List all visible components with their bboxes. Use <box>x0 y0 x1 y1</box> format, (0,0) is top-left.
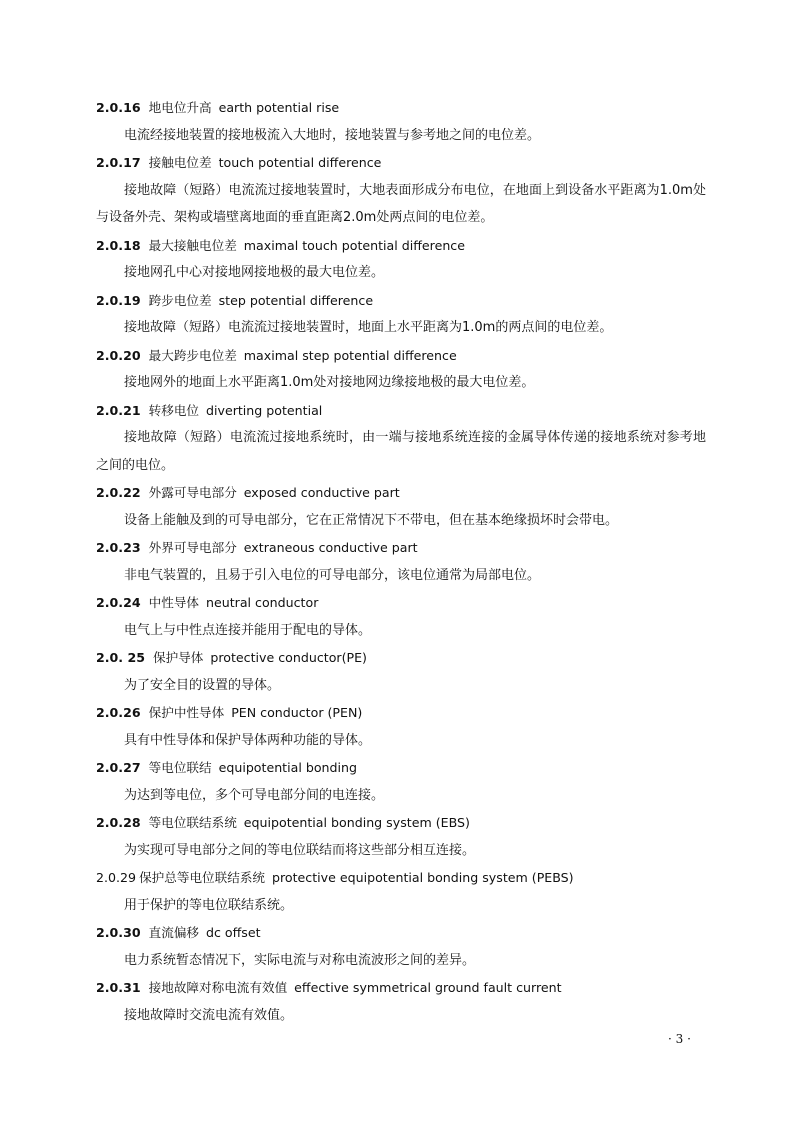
term-english: earth potential rise <box>218 100 340 115</box>
term-definition: 具有中性导体和保护导体两种功能的导体。 <box>124 732 372 748</box>
term-english: maximal touch potential difference <box>243 237 465 253</box>
term-chinese: 最大跨步电位差 <box>148 347 237 363</box>
term-entry <box>96 864 706 919</box>
term-number: 2.0.26 <box>96 705 141 720</box>
term-number: 2.0.31 <box>96 980 141 995</box>
term-definition: 用于保护的等电位联结系统。 <box>124 897 294 913</box>
term-entry <box>96 919 706 974</box>
term-english: PEN conductor (PEN) <box>231 705 363 720</box>
term-english: equipotential bonding system (EBS) <box>243 815 470 830</box>
term-entry <box>96 974 706 1029</box>
term-heading <box>96 644 706 672</box>
term-heading <box>96 589 706 617</box>
term-heading <box>96 479 706 507</box>
term-definition: 接地故障（短路）电流流过接地系统时，由一端与接地系统连接的金属导体传递的接地系统对参考地之间的电位。 <box>96 430 706 473</box>
term-definition: 接地故障时交流电流有效值。 <box>124 1007 294 1023</box>
term-chinese: 保护中性导体 <box>148 705 225 720</box>
term-english: dc offset <box>206 925 261 940</box>
term-heading <box>96 864 706 892</box>
term-heading <box>96 809 706 837</box>
term-chinese: 接触电位差 <box>148 155 212 170</box>
term-chinese: 等电位联结系统 <box>148 815 237 830</box>
term-chinese: 外界可导电部分 <box>148 540 237 555</box>
term-english: equipotential bonding <box>218 760 357 775</box>
term-english: exposed conductive part <box>243 485 400 500</box>
term-heading <box>96 919 706 947</box>
term-entry <box>96 699 706 754</box>
term-chinese: 转移电位 <box>148 402 199 418</box>
term-number: 2.0.23 <box>96 540 141 555</box>
term-english: effective symmetrical ground fault current <box>294 980 562 995</box>
term-number: 2.0.27 <box>96 760 141 775</box>
term-number: 2.0.21 <box>96 402 141 418</box>
term-english: neutral conductor <box>206 595 319 610</box>
term-chinese: 中性导体 <box>148 595 199 610</box>
term-number: 2.0.22 <box>96 485 141 500</box>
term-definition: 接地网外的地面上水平距离1.0m处对接地网边缘接地极的最大电位差。 <box>124 375 535 390</box>
term-definition: 电力系统暂态情况下，实际电流与对称电流波形之间的差异。 <box>124 952 476 968</box>
term-definition: 接地故障（短路）电流流过接地装置时，地面上水平距离为1.0m的两点间的电位差。 <box>124 320 613 335</box>
term-definition: 电流经接地装置的接地极流入大地时，接地装置与参考地之间的电位差。 <box>124 127 541 143</box>
term-entry <box>96 232 706 287</box>
page-number: · 3 · <box>668 1032 691 1046</box>
document-body <box>96 94 706 1029</box>
term-english: diverting potential <box>206 402 323 418</box>
term-definition: 电气上与中性点连接并能用于配电的导体。 <box>124 622 372 638</box>
term-entry <box>96 479 706 534</box>
term-number: 2.0.16 <box>96 100 141 115</box>
term-number: 2.0.20 <box>96 347 141 363</box>
term-entry <box>96 287 706 342</box>
term-definition: 非电气装置的，且易于引入电位的可导电部分，该电位通常为局部电位。 <box>124 567 541 583</box>
term-entry <box>96 397 706 480</box>
term-definition: 接地网孔中心对接地网接地极的最大电位差。 <box>124 265 385 280</box>
term-english: touch potential difference <box>218 155 382 170</box>
term-heading <box>96 149 706 177</box>
term-chinese: 地电位升高 <box>148 100 212 115</box>
term-definition: 接地故障（短路）电流流过接地装置时，大地表面形成分布电位，在地面上到设备水平距离为1.0m处与设备外壳、架构或墙壁离地面的垂直距离2.0m处两点间的电位差。 <box>96 182 706 225</box>
term-number: 2.0.24 <box>96 595 141 610</box>
term-chinese: 接地故障对称电流有效值 <box>148 980 288 995</box>
term-definition: 为了安全目的设置的导体。 <box>124 677 281 693</box>
term-heading <box>96 974 706 1002</box>
term-english: protective conductor(PE) <box>210 650 367 665</box>
term-heading <box>96 342 706 370</box>
term-chinese: 最大接触电位差 <box>148 237 237 253</box>
term-entry <box>96 644 706 699</box>
term-entry <box>96 94 706 149</box>
term-chinese: 直流偏移 <box>148 925 199 940</box>
term-entry <box>96 589 706 644</box>
term-heading <box>96 397 706 425</box>
term-english: step potential difference <box>218 292 374 308</box>
term-heading <box>96 232 706 260</box>
term-heading <box>96 287 706 315</box>
term-entry <box>96 534 706 589</box>
term-number: 2.0.18 <box>96 237 141 253</box>
term-english: maximal step potential difference <box>243 347 457 363</box>
term-entry <box>96 149 706 232</box>
term-chinese: 等电位联结 <box>148 760 212 775</box>
term-number: 2.0. 25 <box>96 650 146 665</box>
term-heading <box>96 699 706 727</box>
term-entry <box>96 342 706 397</box>
term-chinese: 保护总等电位联结系统 <box>139 870 265 885</box>
term-heading <box>96 94 706 122</box>
term-heading <box>96 534 706 562</box>
term-entry <box>96 754 706 809</box>
term-entry <box>96 809 706 864</box>
term-number: 2.0.19 <box>96 292 141 308</box>
term-number: 2.0.17 <box>96 155 141 170</box>
term-chinese: 跨步电位差 <box>148 292 212 308</box>
term-definition: 为达到等电位，多个可导电部分间的电连接。 <box>124 787 385 803</box>
term-definition: 设备上能触及到的可导电部分，它在正常情况下不带电，但在基本绝缘损坏时会带电。 <box>124 512 619 528</box>
term-number: 2.0.29 <box>96 870 137 885</box>
term-english: extraneous conductive part <box>243 540 418 555</box>
term-chinese: 外露可导电部分 <box>148 485 237 500</box>
term-chinese: 保护导体 <box>153 650 204 665</box>
term-heading <box>96 754 706 782</box>
term-number: 2.0.30 <box>96 925 141 940</box>
term-number: 2.0.28 <box>96 815 141 830</box>
term-english: protective equipotential bonding system (PEBS) <box>272 870 574 885</box>
term-definition: 为实现可导电部分之间的等电位联结而将这些部分相互连接。 <box>124 842 476 858</box>
